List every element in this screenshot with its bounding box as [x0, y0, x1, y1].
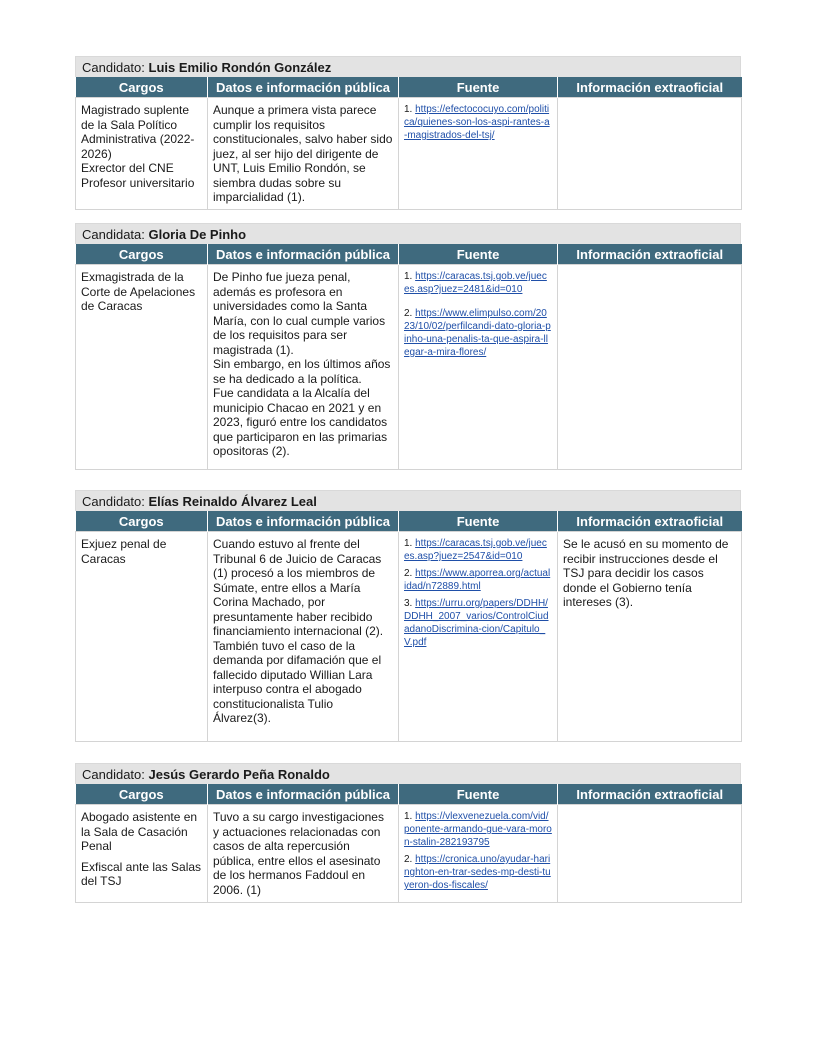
- cargos-cell: [76, 265, 208, 470]
- cargos-cell: [76, 532, 208, 742]
- source-link[interactable]: https://caracas.tsj.gob.ve/jueces.asp?juez=2547&id=010: [404, 538, 547, 562]
- extraoficial-cell: [558, 98, 742, 210]
- header-extraoficial: Información extraoficial: [558, 244, 742, 265]
- datos-paragraph: También tuvo el caso de la demanda por difamación que el fallecido diputado Willian Lara interpuso contra el abogado constitucionalista Tulio Álvarez(3).: [213, 638, 382, 725]
- header-extraoficial: Información extraoficial: [558, 784, 742, 805]
- datos-paragraph: Fue candidata a la Alcalía del municipio Chacao en 2021 y en 2023, figuró entre los candidatos que participaron en las primarias opositoras (2).: [213, 386, 388, 458]
- candidate-table: [75, 244, 742, 470]
- candidate-block-4: [75, 763, 741, 903]
- source-item: [404, 103, 552, 142]
- candidate-header: [75, 763, 741, 784]
- table-header-row: [76, 511, 742, 532]
- cargo-item: Magistrado suplente de la Sala Político Administrativa (2022-2026): [81, 103, 195, 161]
- header-cargos: Cargos: [76, 784, 208, 805]
- datos-paragraph: De Pinho fue jueza penal, además es profesora en universidades como la Santa María, con lo cual cumple varios de los requisitos para ser magistrada (1).: [213, 270, 386, 357]
- datos-paragraph: Tuvo a su cargo investigaciones y actuaciones relacionadas con casos de alta repercusión pública, entre ellos el asesinato de los hermanos Faddoul en 2006. (1): [213, 810, 384, 897]
- extraoficial-cell: Se le acusó en su momento de recibir instrucciones desde el TSJ para decidir los casos donde el Gobierno tenía intereses (3).: [558, 532, 742, 742]
- candidate-name: Gloria De Pinho: [148, 227, 247, 242]
- source-link[interactable]: https://efectococuyo.com/politica/quienes-son-los-aspi-rantes-a-magistrados-del-tsj/: [404, 104, 550, 141]
- candidate-block-3: [75, 490, 741, 742]
- fuente-cell: [399, 532, 558, 742]
- datos-cell: [208, 265, 399, 470]
- source-number: 2.: [404, 854, 413, 865]
- datos-paragraph: Aunque a primera vista parece cumplir los requisitos constitucionales, salvo haber sido juez, al ser hijo del dirigente de UNT, Luis Emilio Rondón, se siembra dudas sobre su imparcialidad (1).: [213, 103, 393, 204]
- cargo-item: Exfiscal ante las Salas del TSJ: [81, 859, 202, 888]
- header-cargos: Cargos: [76, 244, 208, 265]
- candidate-label: Candidato:: [82, 494, 145, 509]
- source-link[interactable]: https://caracas.tsj.gob.ve/jueces.asp?juez=2481&id=010: [404, 271, 547, 295]
- source-link[interactable]: https://www.elimpulso.com/2023/10/02/perfilcandi-dato-gloria-pinho-una-penalis-ta-que-aspira-llegar-a-mira-flores/: [404, 308, 551, 358]
- source-link[interactable]: https://www.aporrea.org/actualidad/n72889.html: [404, 568, 551, 592]
- header-datos: Datos e información pública: [208, 244, 399, 265]
- source-number: 1.: [404, 811, 413, 822]
- candidate-table: [75, 511, 742, 742]
- header-fuente: Fuente: [399, 784, 558, 805]
- table-row: [76, 98, 742, 210]
- candidate-name: Jesús Gerardo Peña Ronaldo: [148, 767, 330, 782]
- datos-cell: [208, 805, 399, 903]
- candidate-header: [75, 56, 741, 77]
- extraoficial-cell: [558, 265, 742, 470]
- table-row: [76, 265, 742, 470]
- cargo-item: Abogado asistente en la Sala de Casación Penal: [81, 810, 198, 853]
- source-item: [404, 270, 552, 296]
- datos-paragraph: Sin embargo, en los últimos años se ha dedicado a la política.: [213, 357, 391, 386]
- candidate-table: [75, 77, 742, 210]
- header-datos: Datos e información pública: [208, 511, 399, 532]
- header-datos: Datos e información pública: [208, 77, 399, 98]
- source-item: [404, 810, 552, 849]
- header-fuente: Fuente: [399, 77, 558, 98]
- datos-cell: [208, 98, 399, 210]
- datos-paragraph: Cuando estuvo al frente del Tribunal 6 de Juicio de Caracas (1) procesó a los miembros de Súmate, entre ellos a María Corina Machado, por presuntamente haber recibido financiamiento internacional (2).: [213, 537, 384, 638]
- header-cargos: Cargos: [76, 511, 208, 532]
- source-item: [404, 853, 552, 892]
- source-item: [404, 537, 552, 563]
- source-number: 1.: [404, 538, 413, 549]
- header-cargos: Cargos: [76, 77, 208, 98]
- candidate-name: Elías Reinaldo Álvarez Leal: [148, 494, 317, 509]
- candidate-block-1: [75, 56, 741, 210]
- table-header-row: [76, 784, 742, 805]
- datos-cell: [208, 532, 399, 742]
- source-number: 2.: [404, 308, 413, 319]
- source-link[interactable]: https://cronica.uno/ayudar-haringhton-en-trar-sedes-mp-desti-tuyeron-dos-fiscales/: [404, 854, 551, 891]
- cargos-cell: [76, 98, 208, 210]
- header-extraoficial: Información extraoficial: [558, 511, 742, 532]
- cargos-cell: [76, 805, 208, 903]
- source-link[interactable]: https://urru.org/papers/DDHH/DDHH_2007_varios/ControlCiudadanoDiscrimina-cion/Capitulo_V.pdf: [404, 598, 549, 648]
- source-number: 1.: [404, 271, 413, 282]
- table-row: [76, 532, 742, 742]
- candidate-table: [75, 784, 742, 903]
- header-fuente: Fuente: [399, 511, 558, 532]
- header-fuente: Fuente: [399, 244, 558, 265]
- cargo-item: Exmagistrada de la Corte de Apelaciones de Caracas: [81, 270, 196, 313]
- cargo-item: Exrector del CNE: [81, 161, 174, 175]
- source-number: 2.: [404, 568, 413, 579]
- cargo-item: Exjuez penal de Caracas: [81, 537, 167, 566]
- candidate-header: [75, 490, 741, 511]
- candidate-label: Candidato:: [82, 767, 145, 782]
- candidate-name: Luis Emilio Rondón González: [148, 60, 332, 75]
- candidate-label: Candidata:: [82, 227, 145, 242]
- cargo-item: Profesor universitario: [81, 175, 195, 190]
- table-header-row: [76, 244, 742, 265]
- source-number: 1.: [404, 104, 413, 115]
- source-link[interactable]: https://vlexvenezuela.com/vid/ponente-armando-gue-vara-moron-stalin-282193795: [404, 811, 552, 848]
- candidate-block-2: [75, 223, 741, 470]
- extraoficial-cell: [558, 805, 742, 903]
- header-datos: Datos e información pública: [208, 784, 399, 805]
- candidate-header: [75, 223, 741, 244]
- source-item: [404, 307, 552, 359]
- source-item: [404, 597, 552, 649]
- source-item: [404, 567, 552, 593]
- header-extraoficial: Información extraoficial: [558, 77, 742, 98]
- fuente-cell: [399, 805, 558, 903]
- fuente-cell: [399, 265, 558, 470]
- source-number: 3.: [404, 598, 413, 609]
- table-header-row: [76, 77, 742, 98]
- table-row: [76, 805, 742, 903]
- fuente-cell: [399, 98, 558, 210]
- candidate-label: Candidato:: [82, 60, 145, 75]
